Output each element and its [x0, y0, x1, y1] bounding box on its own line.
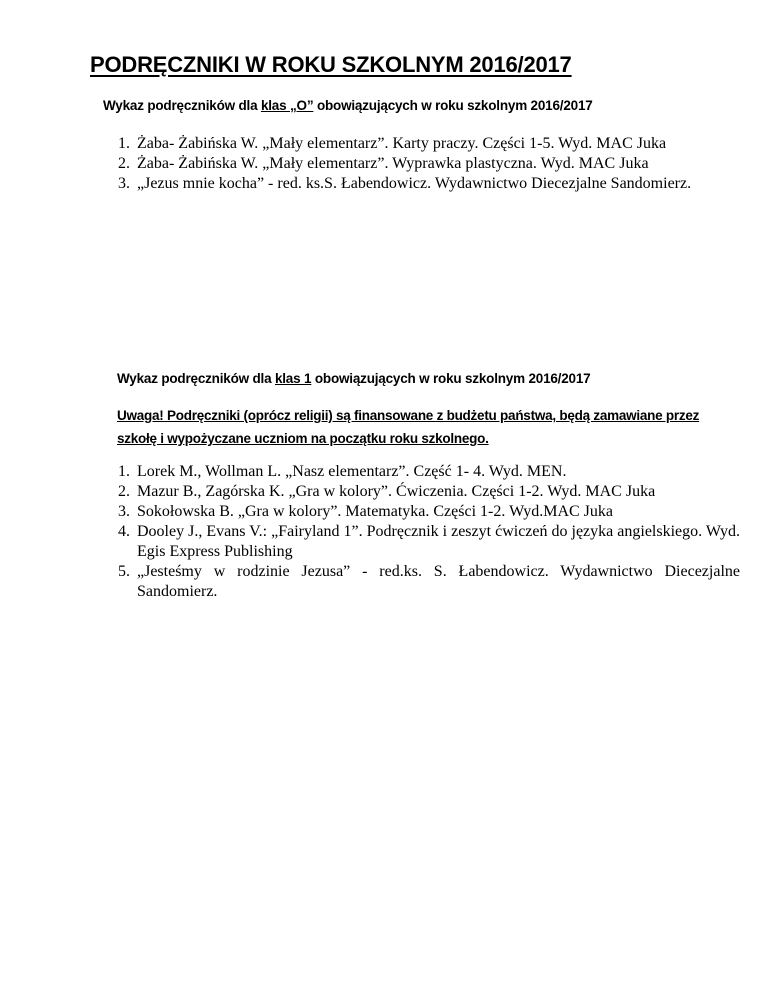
document-title: PODRĘCZNIKI W ROKU SZKOLNYM 2016/2017: [90, 52, 572, 77]
textbook-list-klas-0: [108, 134, 740, 194]
heading-text-after: obowiązujących w roku szkolnym 2016/2017: [311, 371, 591, 386]
list-item: 1. Lorek M., Wollman L. „Nasz elementarz”. Część 1- 4. Wyd. MEN.: [134, 462, 740, 482]
heading-text-underlined: klas 1: [274, 371, 312, 386]
list-item: 2. Mazur B., Zagórska K. „Gra w kolory”. Ćwiczenia. Części 1-2. Wyd. MAC Juka: [134, 482, 740, 502]
heading-text-underlined: klas „O”: [260, 98, 314, 113]
list-item: 4. Dooley J., Evans V.: „Fairyland 1”. Podręcznik i zeszyt ćwiczeń do języka angielskiego. Wyd. Egis Express Publishing: [134, 522, 740, 562]
list-item: 1. Żaba- Żabińska W. „Mały elementarz”. Karty praczy. Części 1-5. Wyd. MAC Juka: [134, 134, 740, 154]
heading-text-before: Wykaz podręczników dla: [117, 371, 275, 386]
section-heading-klas-1: [117, 371, 590, 386]
textbook-list-klas-1: [108, 462, 740, 602]
list-item: 3. Sokołowska B. „Gra w kolory”. Matematyka. Części 1-2. Wyd.MAC Juka: [134, 502, 740, 522]
list-item: 5. „Jesteśmy w rodzinie Jezusa” - red.ks. S. Łabendowicz. Wydawnictwo Diecezjalne Sandomierz.: [134, 562, 740, 602]
heading-text-before: Wykaz podręczników dla: [103, 98, 261, 113]
list-item: 2. Żaba- Żabińska W. „Mały elementarz”. Wyprawka plastyczna. Wyd. MAC Juka: [134, 154, 740, 174]
list-item: 3. „Jezus mnie kocha” - red. ks.S. Łabendowicz. Wydawnictwo Diecezjalne Sandomierz.: [134, 174, 740, 194]
section-heading-klas-0: [103, 98, 593, 113]
heading-text-after: obowiązujących w roku szkolnym 2016/2017: [313, 98, 593, 113]
funding-notice: Uwaga! Podręczniki (oprócz religii) są finansowane z budżetu państwa, będą zamawiane przez szkołę i wypożyczane uczniom na początku roku szkolnego.: [117, 408, 700, 446]
